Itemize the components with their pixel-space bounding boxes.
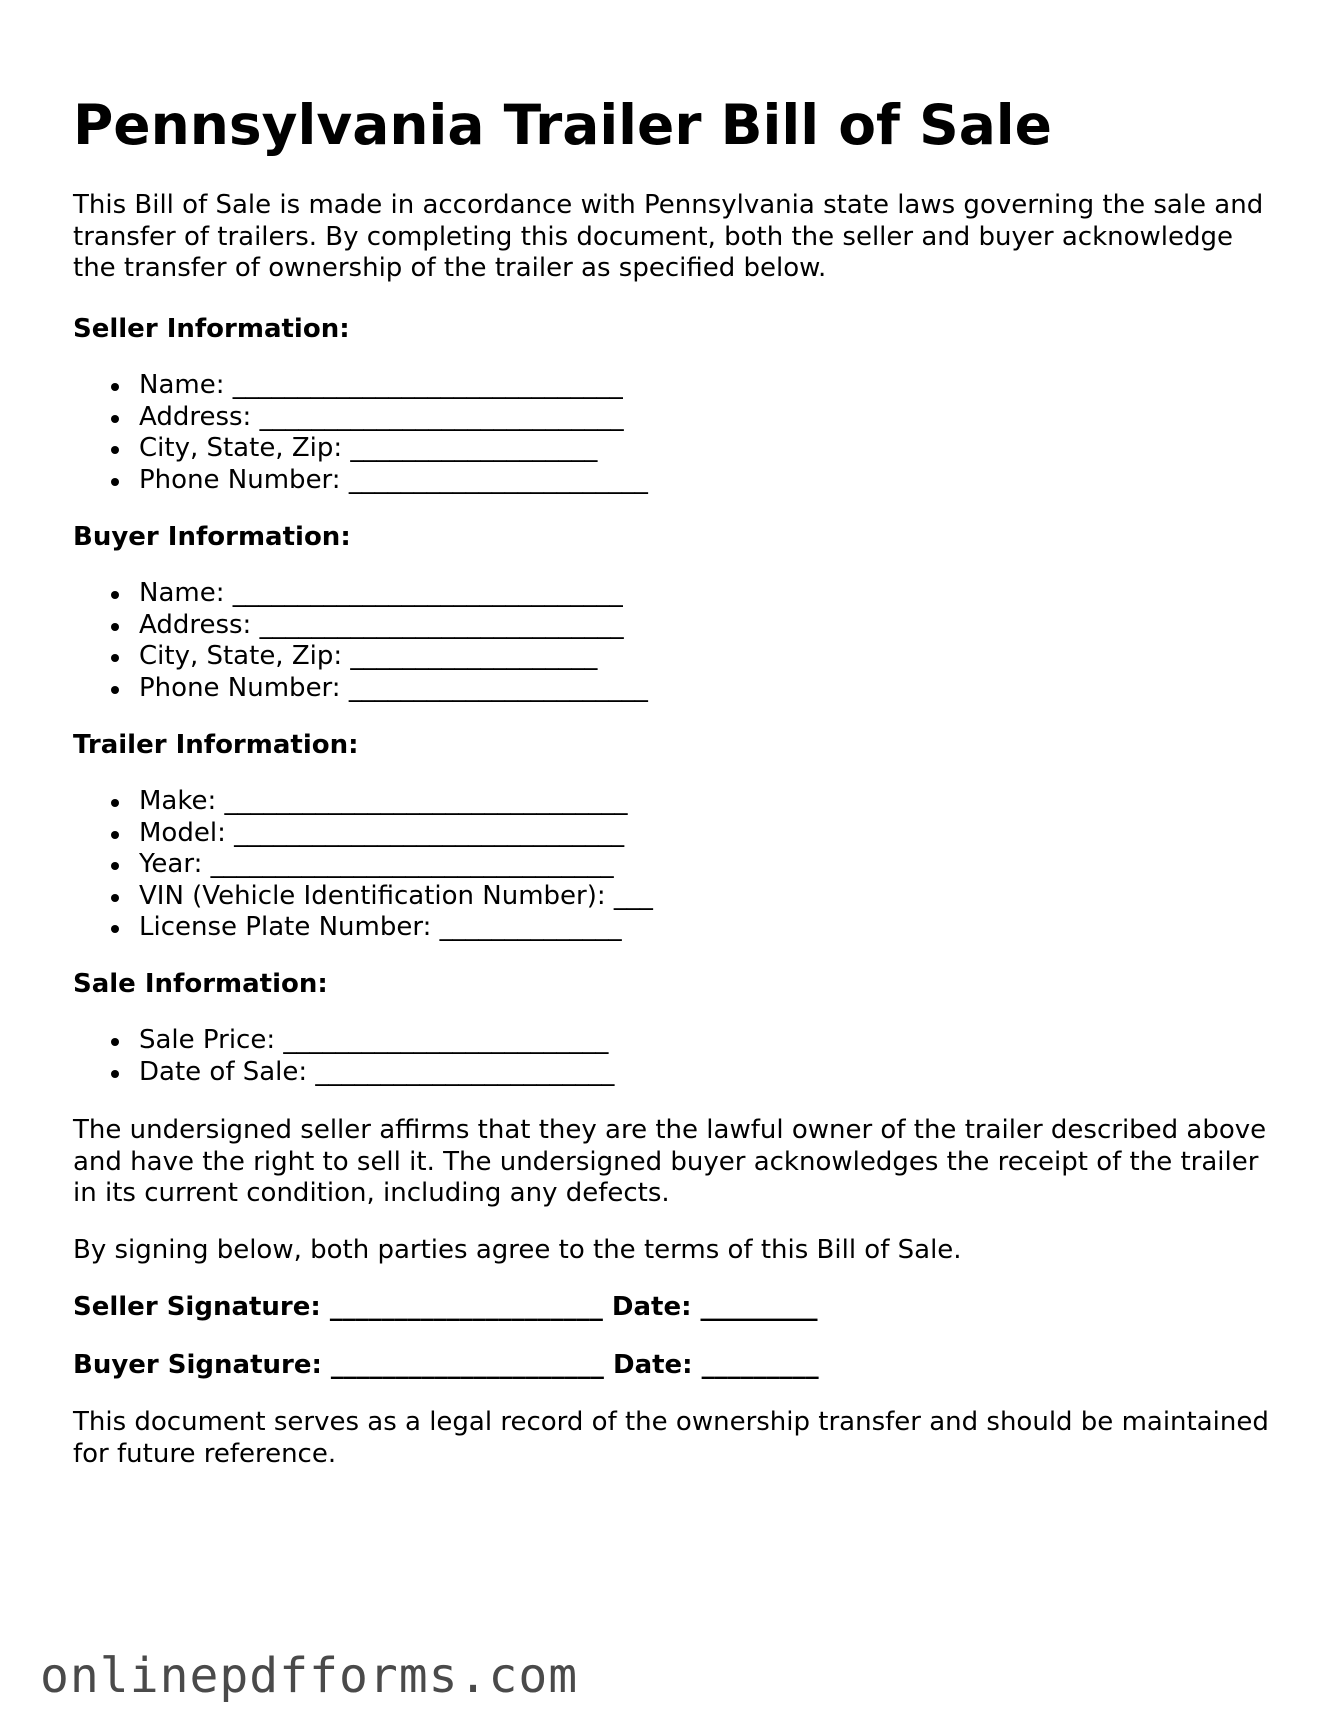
buyer-city-state-zip-field: City, State, Zip: ___________________ xyxy=(73,641,648,673)
document-title: Pennsylvania Trailer Bill of Sale xyxy=(73,93,1052,157)
buyer-name-field: Name: ______________________________ xyxy=(73,578,648,610)
seller-city-state-zip-field: City, State, Zip: ___________________ xyxy=(73,433,648,465)
seller-name-field: Name: ______________________________ xyxy=(73,370,648,402)
sale-info-list xyxy=(73,1025,614,1088)
buyer-info-heading: Buyer Information: xyxy=(73,522,351,552)
closing-paragraph: This document serves as a legal record of the ownership transfer and should be maintained for future reference. xyxy=(73,1407,1269,1469)
site-watermark: onlinepdfforms.com xyxy=(40,1648,579,1704)
seller-signature-line: Seller Signature: _____________________ Date: _________ xyxy=(73,1292,818,1322)
buyer-signature-line: Buyer Signature: _____________________ Date: _________ xyxy=(73,1350,819,1380)
sale-date-field: Date of Sale: _______________________ xyxy=(73,1057,614,1089)
affirmation-paragraph: The undersigned seller affirms that they are the lawful owner of the trailer described above and have the right to sell it. The undersigned buyer acknowledges the receipt of the trailer in its current condition, including any defects. xyxy=(73,1115,1267,1208)
buyer-phone-field: Phone Number: _______________________ xyxy=(73,673,648,705)
buyer-address-field: Address: ____________________________ xyxy=(73,610,648,642)
trailer-info-list xyxy=(73,786,653,944)
trailer-make-field: Make: _______________________________ xyxy=(73,786,653,818)
sale-price-field: Sale Price: _________________________ xyxy=(73,1025,614,1057)
agreement-paragraph: By signing below, both parties agree to the terms of this Bill of Sale. xyxy=(73,1235,962,1265)
trailer-vin-field: VIN (Vehicle Identification Number): ___ xyxy=(73,881,653,913)
seller-info-heading: Seller Information: xyxy=(73,314,350,344)
seller-address-field: Address: ____________________________ xyxy=(73,402,648,434)
trailer-model-field: Model: ______________________________ xyxy=(73,818,653,850)
buyer-info-list xyxy=(73,578,648,704)
trailer-license-plate-field: License Plate Number: ______________ xyxy=(73,912,653,944)
seller-info-list xyxy=(73,370,648,496)
intro-paragraph: This Bill of Sale is made in accordance with Pennsylvania state laws governing the sale and transfer of trailers. By completing this document, both the seller and buyer acknowledge the transfer of ownership of the trailer as specified below. xyxy=(73,190,1264,283)
seller-phone-field: Phone Number: _______________________ xyxy=(73,465,648,497)
trailer-year-field: Year: _______________________________ xyxy=(73,849,653,881)
sale-info-heading: Sale Information: xyxy=(73,969,328,999)
trailer-info-heading: Trailer Information: xyxy=(73,730,359,760)
